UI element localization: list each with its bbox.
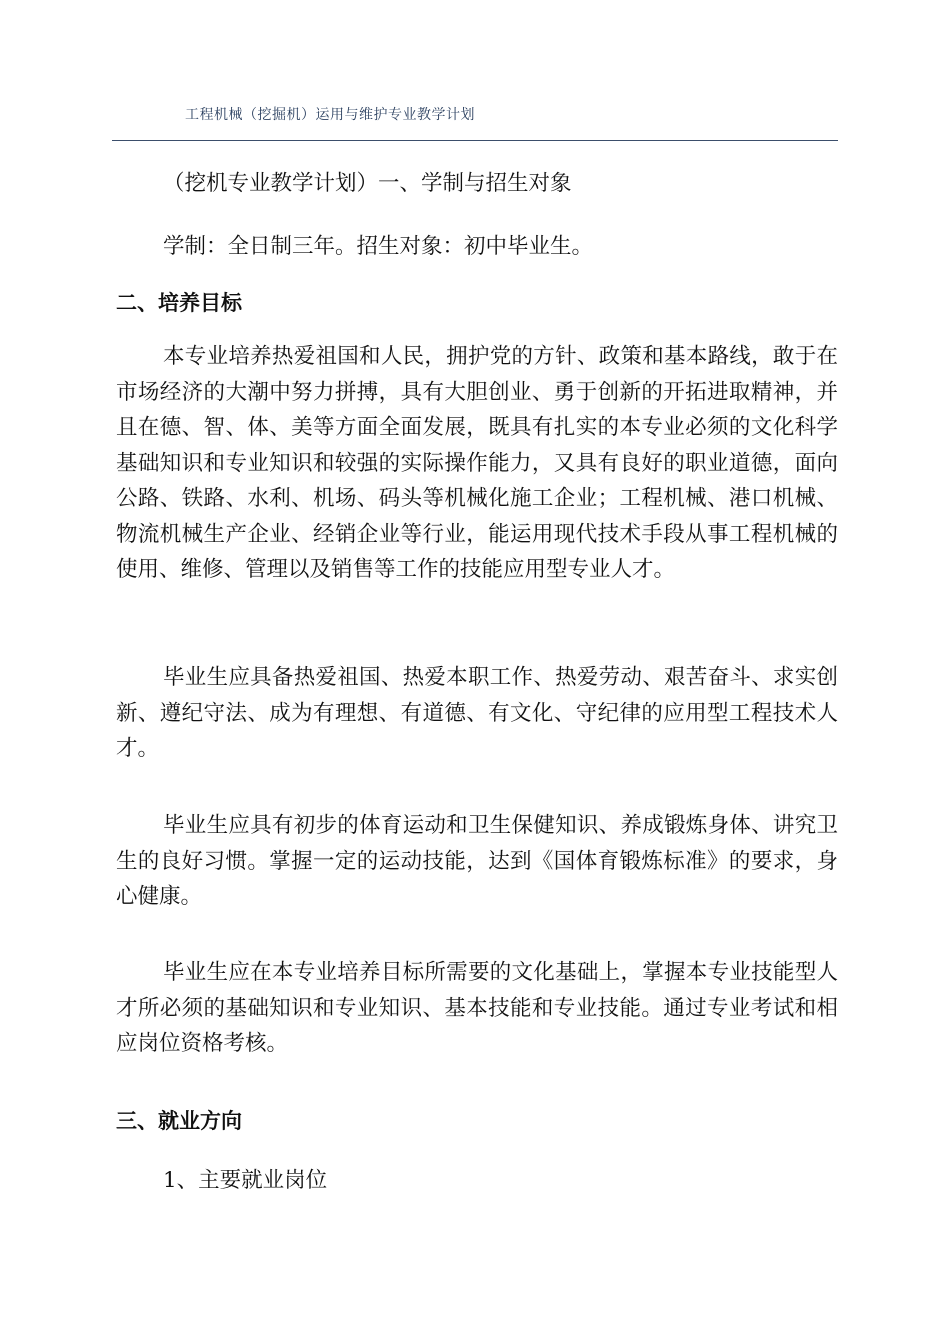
section1-title: （挖机专业教学计划）一、学制与招生对象 (163, 171, 572, 196)
section2-paragraph-1: 本专业培养热爱祖国和人民，拥护党的方针、政策和基本路线，敢于在市场经济的大潮中努力拼搏，具有大胆创业、勇于创新的开拓进取精神，并且在德、智、体、美等方面全面发展，既具有扎实的本专业必须的文化科学基础知识和专业知识和较强的实际操作能力，又具有良好的职业道德，面向公路、铁路、水利、机场、码头等机械化施工企业；工程机械、港口机械、物流机械生产企业、经销企业等行业，能运用现代技术手段从事工程机械的使用、维修、管理以及销售等工作的技能应用型专业人才。 (116, 344, 838, 582)
section2-paragraph-2: 毕业生应具备热爱祖国、热爱本职工作、热爱劳动、艰苦奋斗、求实创新、遵纪守法、成为有理想、有道德、有文化、守纪律的应用型工程技术人才。 (116, 665, 838, 761)
section2-paragraph-4: 毕业生应在本专业培养目标所需要的文化基础上，掌握本专业技能型人才所必须的基础知识和专业知识、基本技能和专业技能。通过专业考试和相应岗位资格考核。 (116, 960, 838, 1056)
section3-heading: 三、就业方向 (116, 1109, 242, 1133)
running-header: 工程机械（挖掘机）运用与维护专业教学计划 (185, 107, 475, 123)
header-divider (112, 140, 838, 141)
section2-heading: 二、培养目标 (116, 291, 242, 315)
section1-detail: 学制：全日制三年。招生对象：初中毕业生。 (163, 234, 594, 259)
section3-item-1: 1、主要就业岗位 (163, 1168, 328, 1193)
section2-paragraph-3: 毕业生应具有初步的体育运动和卫生保健知识、养成锻炼身体、讲究卫生的良好习惯。掌握一定的运动技能，达到《国体育锻炼标准》的要求，身心健康。 (116, 813, 838, 909)
